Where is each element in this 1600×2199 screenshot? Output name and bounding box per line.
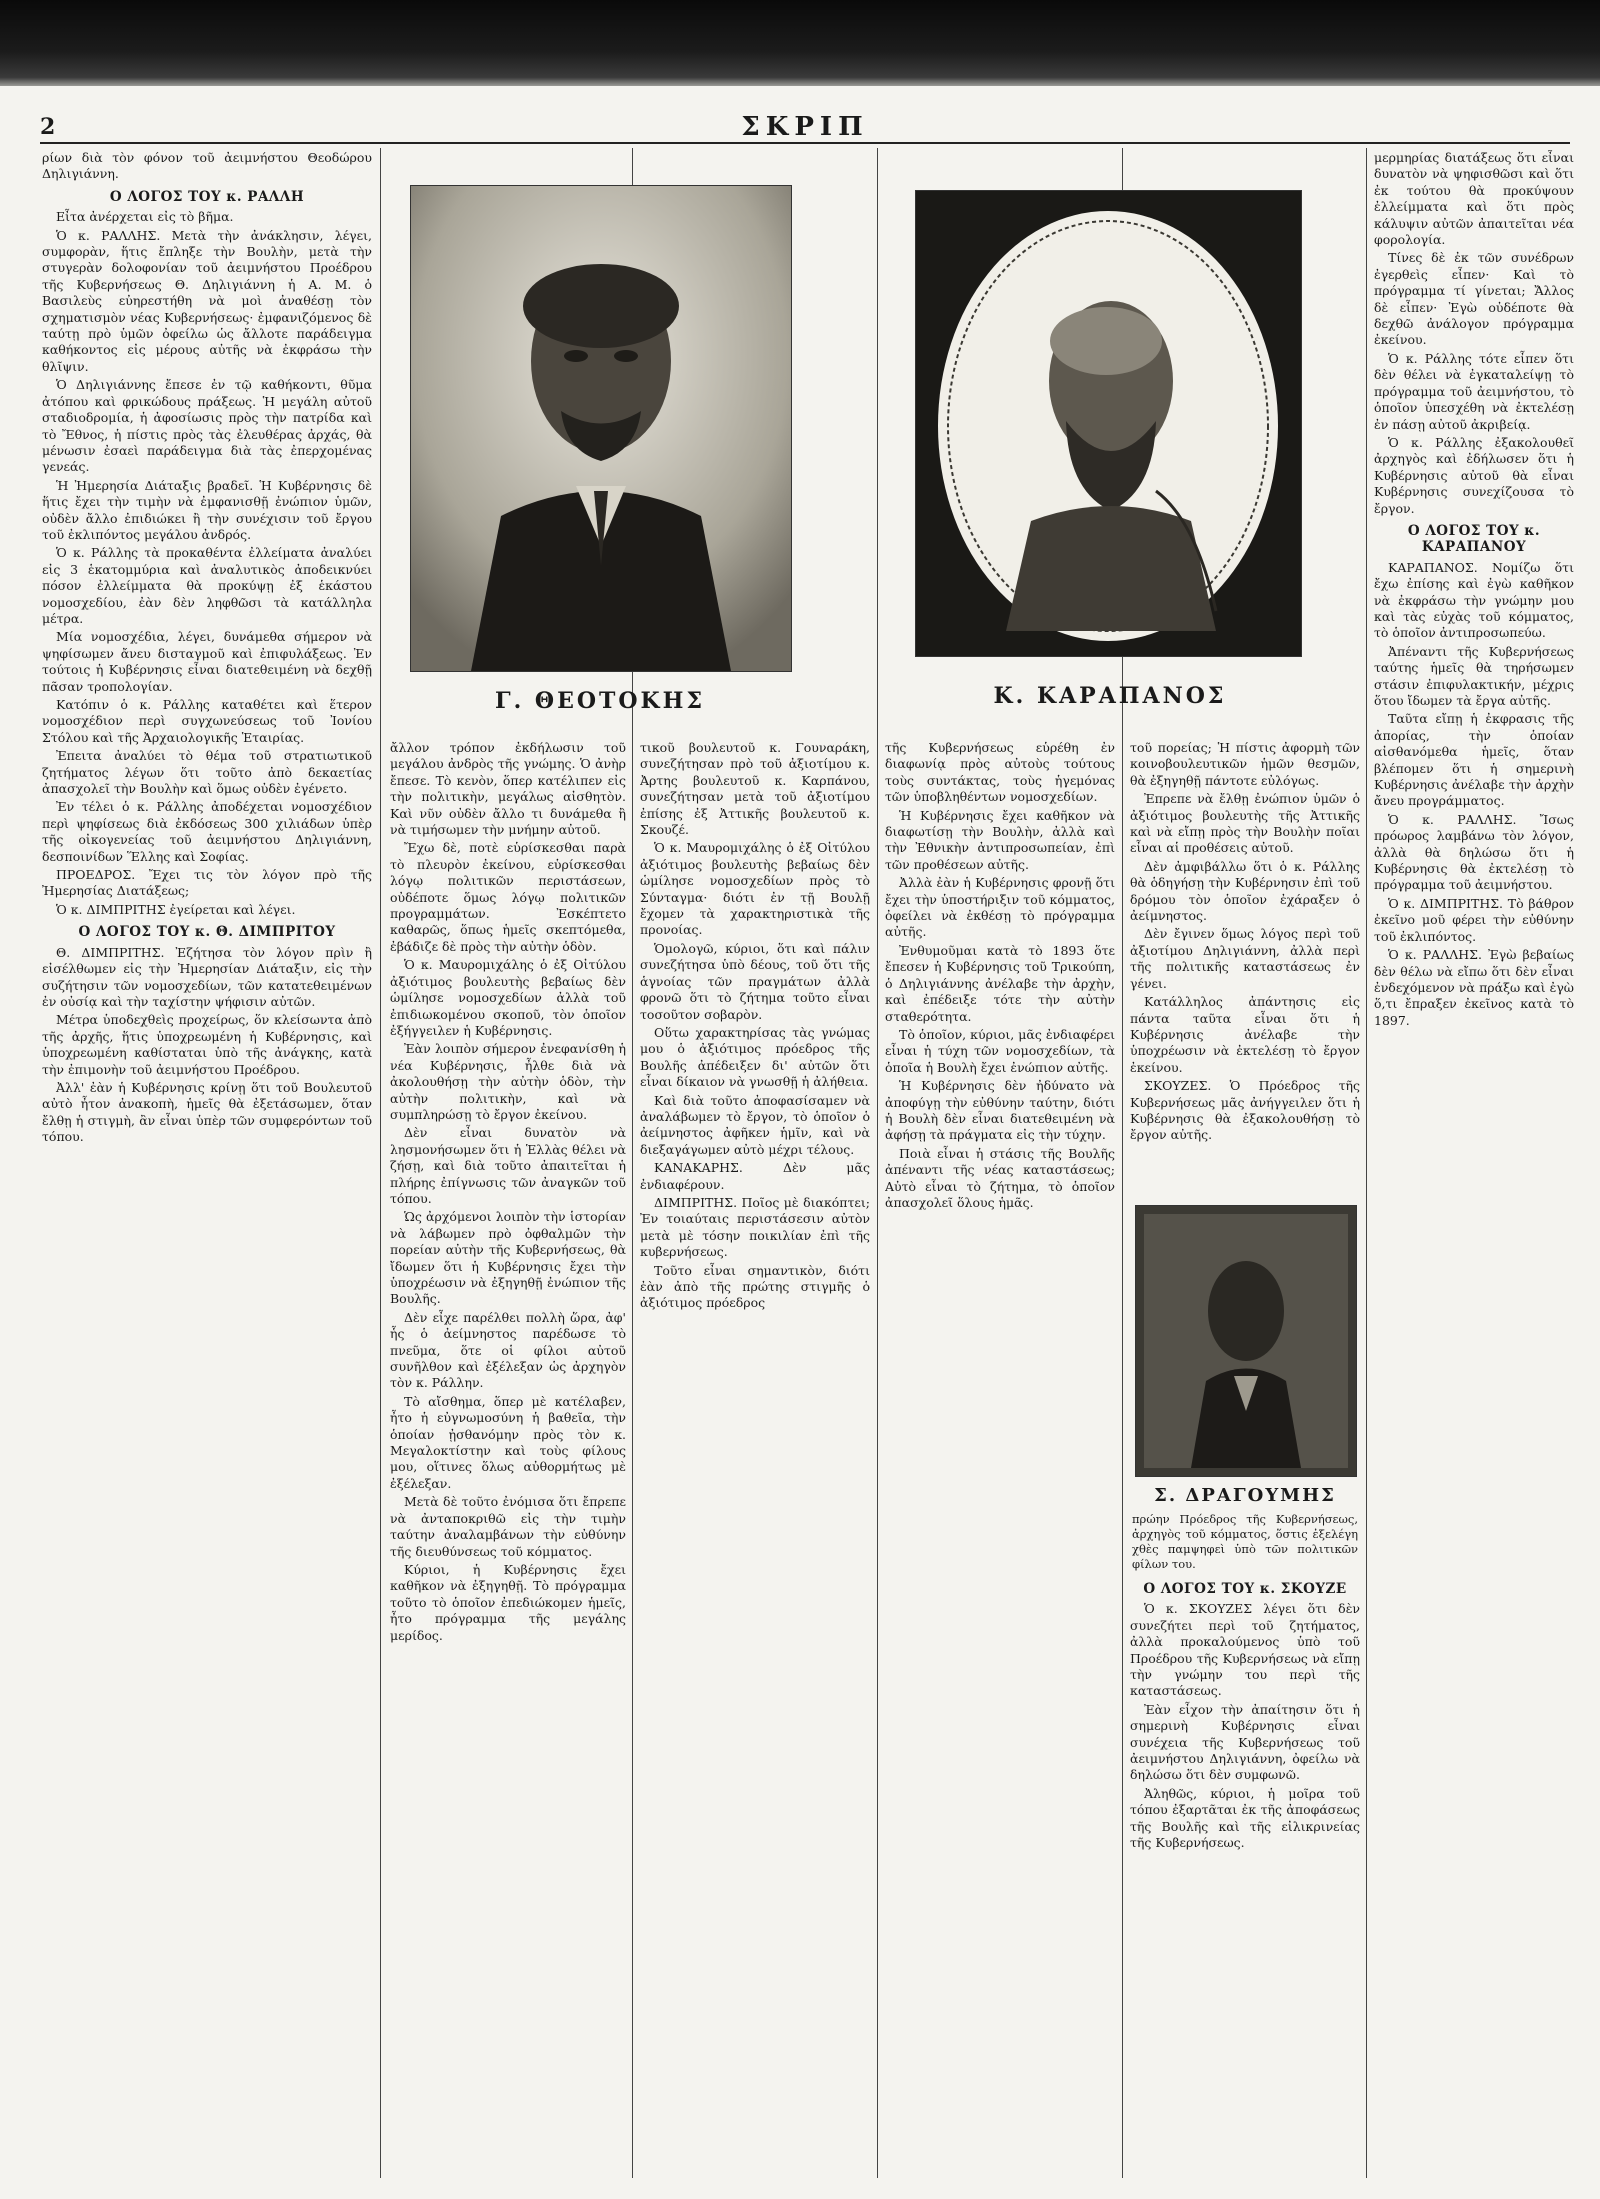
paragraph: Κύριοι, ἡ Κυβέρνησις ἔχει καθῆκον νὰ ἐξηγηθῇ. Τὸ πρόγραμμα τοῦτο τὸ ὁποῖον ἐπεδιώκομεν ἡμεῖς, ἦτο πρόγραμμα τῆς μεγάλης μερίδος.	[390, 1561, 626, 1643]
page-header	[40, 112, 1570, 144]
paragraph: Θ. ΔΙΜΠΡΙΤΗΣ. Ἐζήτησα τὸν λόγον πρὶν ἢ εἰσέλθωμεν εἰς τὴν Ἠμερησίαν Διάταξιν, εἰς τὴν συζήτησιν τῶν νομοσχεδίων, τῶν κατατεθειμένων ἐν οὐσίᾳ καὶ τὴν ταχίστην ψήφισιν αὐτῶν.	[42, 944, 372, 1009]
paragraph: ΔΙΜΠΡΙΤΗΣ. Ποῖος μὲ διακόπτει; Ἐν τοιαύταις περιστάσεσιν αὐτὸν μετὰ μὲ τόσην ποικιλίαν ἐπὶ τῆς κυβερνήσεως.	[640, 1194, 870, 1260]
paragraph: Δὲν εἶχε παρέλθει πολλὴ ὥρα, ἀφ' ἧς ὁ ἀείμνηστος παρέδωσε τὸ πνεῦμα, ὅτε οἱ φίλοι αὐτοῦ συνῆλθον καὶ ἐξέλεξαν ὡς ἀρχηγὸν τὸν κ. Ράλλην.	[390, 1309, 626, 1391]
column-2	[390, 740, 626, 2170]
portrait-theotokis-image	[411, 186, 791, 671]
column-5-bottom	[1130, 1575, 1360, 2170]
paragraph: μερμηρίας διατάξεως ὅτι εἶναι δυνατὸν νὰ ψηφισθῶσι καὶ ὅτι ἐκ τούτου θὰ προκύψουν ἐλλείμματα καὶ ὅτι πρὸς κάλυψιν αὐτῶν ἀπαιτεῖται νέα φορολογία.	[1374, 150, 1574, 248]
paragraph: Ὡς ἀρχόμενοι λοιπὸν τὴν ἱστορίαν νὰ λάβωμεν πρὸ ὀφθαλμῶν τὴν πορείαν αὐτὴν τῆς Κυβερνήσεως, θὰ ἴδωμεν ὅτι ἡ Κυβέρνησις ἔχει τὴν ὑποχρέωσιν νὰ ἐξηγηθῇ ἐνώπιον τῆς Βουλῆς.	[390, 1209, 626, 1307]
paragraph: Ἔχω δὲ, ποτὲ εὑρίσκεσθαι παρὰ τὸ πλευρὸν ἐκείνου, εὑρίσκεσθαι λόγῳ πολιτικῶν περιστάσεων, οὐδέποτε ὅμως λόγῳ πολιτικῶν προγραμμάτων. Ἐσκέπτετο καθαρῶς, ὅπως ἡμεῖς σκεπτόμεθα, ἐβάδιζε δὲ πρὸς τὴν αὐτὴν ὁδὸν.	[390, 840, 626, 954]
paragraph: Ἡ Ἠμερησία Διάταξις βραδεῖ. Ἡ Κυβέρνησις δὲ ἥτις ἔχει τὴν τιμὴν νὰ ἐμφανισθῇ ἐνώπιον ὑμῶν, οὐδὲν ἄλλο ἐπιδιώκει ἢ τὴν συνέχισιν τοῦ ἔργου τοῦ ἐκλιπόντος μεγάλου ἀνδρός.	[42, 477, 372, 542]
column-6	[1374, 150, 1574, 2170]
portrait-dragoumis	[1135, 1205, 1357, 1477]
paragraph: τοῦ πορείας; Ἡ πίστις ἀφορμὴ τῶν κοινοβουλευτικῶν ἡμῶν θεσμῶν, θὰ ἐξηγηθῇ πάντοτε εὐλόγως.	[1130, 740, 1360, 788]
paragraph: Δὲν ἀμφιβάλλω ὅτι ὁ κ. Ράλλης θὰ ὁδηγήσῃ τὴν Κυβέρνησιν ἐπὶ τοῦ δρόμου τὸν ὁποῖον ἐχάραξεν ὁ ἀείμνηστος.	[1130, 858, 1360, 924]
paragraph: Ἐὰν λοιπὸν σήμερον ἐνεφανίσθη ἡ νέα Κυβέρνησις, ἦλθε διὰ νὰ ἀκολουθήσῃ τὴν αὐτὴν ὁδὸν, τὴν αὐτὴν πολιτικὴν, καὶ νὰ συμπληρώσῃ τὸ ἔργον ἐκείνου.	[390, 1041, 626, 1122]
paragraph: Ταῦτα εἴπῃ ἡ ἐκφρασις τῆς ἀπορίας, τὴν ὁποίαν αἰσθανόμεθα ἡμεῖς, ὅταν βλέπομεν ὅτι ἡ σημερινὴ Κυβέρνησις ἀνέλαβε τὴν ἀρχὴν ἄνευ προγράμματος.	[1374, 711, 1574, 809]
portrait-caption: Κ. ΚΑΡΑΠΑΝΟΣ	[993, 683, 1227, 709]
paragraph: Ἐνθυμοῦμαι κατὰ τὸ 1893 ὅτε ἔπεσεν ἡ Κυβέρνησις τοῦ Τρικούπη, ὁ Δηλιγιάννης ἀνέλαβε τὴν ἀρχὴν, καὶ ἐπέδειξε τότε τὴν αὐτὴν σταθερότητα.	[885, 942, 1115, 1024]
portrait-note: πρώην Πρόεδρος τῆς Κυβερνήσεως, ἀρχηγὸς τοῦ κόμματος, ὅστις ἐξελέγη χθὲς παμψηφεὶ ὑπὸ τῶν πολιτικῶν φίλων του.	[1132, 1512, 1358, 1571]
section-heading: Ο ΛΟΓΟΣ ΤΟΥ κ. ΡΑΛΛΗ	[109, 188, 305, 205]
paragraph: Ἀλλ' ἐὰν ἡ Κυβέρνησις κρίνῃ ὅτι τοῦ Βουλευτοῦ αὐτὸ ἦτον ἀνακοπὴ, ἡμεῖς θὰ ἐξετάσωμεν, ὅταν ἔλθῃ ἡ στιγμὴ, ἂν εἶναι ὑπὲρ τῶν συμφερόντων τοῦ τόπου.	[42, 1079, 372, 1145]
paragraph: Εἶτα ἀνέρχεται εἰς τὸ βῆμα.	[56, 209, 234, 225]
paragraph: Ὁ Δηλιγιάννης ἔπεσε ἐν τῷ καθήκοντι, θῦμα ἀτόπου καὶ φρικώδους πράξεως. Ἡ μεγάλη αὐτοῦ σταδιοδρομία, ἡ ἀφοσίωσις πρὸς τὴν πατρίδα καὶ τὸ Ἔθνος, ἡ πίστις πρὸς τὰς ἐλευθέρας ἀρχάς, θὰ μένωσιν ἐσαεὶ παράδειγμα διὰ τὰς ἐπερχομένας γενεάς.	[42, 377, 372, 475]
paragraph: Μέτρα ὑποδεχθεὶς προχείρως, ὅν κλείσωντα ἀπὸ τῆς ἀρχῆς, ἥτις ὑποχρεωμένη ἡ Κυβέρνησις, καὶ ὑποχρεωμένη καθίσταται ὑπὸ τῆς ἀνάγκης, κατὰ τὴν ἐπιμονὴν τοῦ ἀειμνήστου Προέδρου.	[42, 1012, 372, 1077]
paragraph: Ὁ κ. Μαυρομιχάλης ὁ ἐξ Οἰτύλου ἀξιότιμος βουλευτὴς βεβαίως δὲν ὡμίλησε νομοσχεδίων πρὸς τὸ Σύνταγμα· διότι ἐν τῇ Βουλῇ ἔχομεν τὰ χαρακτηριστικὰ τῆς προνοίας.	[640, 840, 870, 938]
paragraph: Ὁ κ. ΔΙΜΠΡΙΤΗΣ. Τὸ βάθρον ἐκεῖνο μοῦ φέρει τὴν εὐθύνην τοῦ ἐκλιπόντος.	[1374, 895, 1574, 944]
paragraph: Ὁ κ. ΡΑΛΛΗΣ. Ἴσως πρόωρος λαμβάνω τὸν λόγον, ἀλλὰ θὰ δηλώσω ὅτι ἡ Κυβέρνησις θὰ ἐκτελέσῃ τὸ πρόγραμμα τοῦ ἀειμνήστου.	[1374, 811, 1574, 893]
paragraph: Ἡ Κυβέρνησις ἔχει καθῆκον νὰ διαφωτίσῃ τὴν Βουλὴν, ἀλλὰ καὶ τὴν Ἐθνικὴν ἀντιπροσωπείαν, ἐπὶ τῶν προθέσεων αὐτῆς.	[885, 807, 1115, 872]
paragraph: ΣΚΟΥΖΕΣ. Ὁ Πρόεδρος τῆς Κυβερνήσεως μᾶς ἀνήγγειλεν ὅτι ἡ Κυβέρνησις θὰ ἐξακολουθήσῃ τὸ ἔργον αὐτῆς.	[1130, 1078, 1360, 1143]
paragraph: Τοῦτο εἶναι σημαντικὸν, διότι ἐὰν ἀπὸ τῆς πρώτης στιγμῆς ὁ ἀξιότιμος πρόεδρος	[640, 1262, 870, 1311]
paragraph: Ὁ κ. ΔΙΜΠΡΙΤΗΣ ἐγείρεται καὶ λέγει.	[56, 901, 296, 917]
portrait-theotokis	[410, 185, 792, 672]
column-1	[42, 150, 372, 2170]
paragraph: Οὕτω χαρακτηρίσας τὰς γνώμας μου ὁ ἀξιότιμος πρόεδρος τῆς Βουλῆς ἀπέδειξεν δι' αὐτῶν ὅτι εἶναι δίκαιον νὰ γνωσθῇ ἡ ἀλήθεια.	[640, 1024, 870, 1090]
column-5-top	[1130, 740, 1360, 1190]
paragraph: Μία νομοσχέδια, λέγει, δυνάμεθα σήμερον νὰ ψηφίσωμεν ἄνευ δισταγμοῦ καὶ ἐπιφυλάξεως. Ἐν τούτοις ἡ Κυβέρνησις εἶναι διατεθειμένη νὰ δεχθῇ πᾶσαν τροπολογίαν.	[42, 629, 372, 694]
page-number: 2	[40, 114, 56, 140]
section-heading: Ο ΛΟΓΟΣ ΤΟΥ κ. Θ. ΔΙΜΠΡΙΤΟΥ	[78, 924, 336, 941]
paragraph: Ἀπέναντι τῆς Κυβερνήσεως ταύτης ἡμεῖς θὰ τηρήσωμεν στάσιν ἐπιφυλακτικήν, μέχρις ὅτου ἴδωμεν τὰ ἔργα αὐτῆς.	[1374, 643, 1574, 708]
paragraph: Τίνες δὲ ἐκ τῶν συνέδρων ἐγερθεὶς εἶπεν· Καὶ τὸ πρόγραμμα τί γίνεται; Ἄλλος δὲ εἶπεν· Ἐγὼ οὐδέποτε θὰ δεχθῶ ἀνάλογον πρόγραμμα ἐκείνου.	[1374, 250, 1574, 348]
paragraph: ΚΑΡΑΠΑΝΟΣ. Νομίζω ὅτι ἔχω ἐπίσης καὶ ἐγὼ καθῆκον νὰ ἐκφράσω τὴν γνώμην μου καὶ τὰς εὐχὰς τοῦ κόμματος, τὸ ὁποῖον ἀντιπροσωπεύω.	[1374, 559, 1574, 641]
paragraph: τῆς Κυβερνήσεως εὑρέθη ἐν διαφωνίᾳ πρὸς αὐτοὺς τούτους τοὺς συντάκτας, τοὺς ἡγεμόνας τῶν ὑποβληθέντων νομοσχεδίων.	[885, 740, 1115, 805]
paragraph: Ποιὰ εἶναι ἡ στάσις τῆς Βουλῆς ἀπέναντι τῆς νέας καταστάσεως; Αὐτὸ εἶναι τὸ ζήτημα, τὸ ὁποῖον ἀπασχολεῖ ὅλους ἡμᾶς.	[885, 1145, 1115, 1210]
paragraph: Τὸ αἴσθημα, ὅπερ μὲ κατέλαβεν, ἦτο ἡ εὐγνωμοσύνη ἡ βαθεῖα, τὴν ὁποίαν ᾐσθανόμην πρὸς τὸν κ. Μεγαλοκτίστην καὶ τοὺς φίλους μου, οἵτινες ὅλως αὐθορμήτως μὲ ἐξέλεξαν.	[390, 1393, 626, 1491]
paragraph: Ὁ κ. ΡΑΛΛΗΣ. Ἐγὼ βεβαίως δὲν θέλω νὰ εἴπω ὅτι δὲν εἶναι ἐνδεχόμενον νὰ πράξω καὶ ἐγὼ ὅ,τι ἔπραξεν ἐκεῖνος κατὰ τὸ 1897.	[1374, 947, 1574, 1028]
paragraph: Ὁ κ. Ράλλης τὰ προκαθέντα ἐλλείματα ἀναλύει εἰς 3 ἑκατομμύρια καὶ ἀναλυτικὸς ἀποδεικνύει πόσον ἐλλείμματα θὰ προκύψῃ ἐξ ἑκάστου νομοσχεδίου, ἐὰν δὲν ληφθῶσι τὰ κατάλληλα μέτρα.	[42, 545, 372, 626]
portrait-caption: Γ. ΘΕΟΤΟΚΗΣ	[494, 688, 706, 714]
portrait-karapanos	[915, 190, 1302, 657]
column-rule	[380, 148, 381, 2178]
paragraph: Τὸ ὁποῖον, κύριοι, μᾶς ἐνδιαφέρει εἶναι ἡ τύχη τῶν νομοσχεδίων, τὰ ὁποῖα ἡ Βουλὴ ἔχει ἐνώπιον αὐτῆς.	[885, 1026, 1115, 1075]
column-rule	[877, 148, 878, 2178]
scan-top-band	[0, 0, 1600, 86]
portrait-dragoumis-image	[1136, 1206, 1356, 1476]
paragraph: Δὲν εἶναι δυνατὸν νὰ λησμονήσωμεν ὅτι ἡ Ἑλλὰς θέλει νὰ ζήσῃ, καὶ διὰ τοῦτο ἀπαιτεῖται ἡ πλήρης ἐπίγνωσις τῶν ἀναγκῶν τοῦ τόπου.	[390, 1125, 626, 1206]
section-heading: Ο ΛΟΓΟΣ ΤΟΥ κ. ΚΑΡΑΠΑΝΟΥ	[1407, 522, 1541, 556]
paragraph: Μετὰ δὲ τοῦτο ἐνόμισα ὅτι ἔπρεπε νὰ ἀνταποκριθῶ εἰς τὴν τιμὴν ταύτην ἀναλαμβάνων τὴν εὐθύνην τῆς διευθύνσεως τοῦ κόμματος.	[390, 1494, 626, 1559]
paragraph: Ὁ κ. ΣΚΟΥΖΕΣ λέγει ὅτι δὲν συνεζήτει περὶ τοῦ ζητήματος, ἀλλὰ προκαλούμενος ὑπὸ τοῦ Προέδρου τῆς Κυβερνήσεως νὰ εἴπῃ τὴν γνώμην του περὶ τῆς καταστάσεως.	[1130, 1601, 1360, 1699]
masthead: ΣΚΡΙΠ	[741, 112, 869, 142]
paragraph: Κατάλληλος ἀπάντησις εἰς πάντα ταῦτα εἶναι ὅτι ἡ Κυβέρνησις ἀνέλαβε τὴν ὑποχρέωσιν νὰ ἐκτελέσῃ τὸ ἔργον ἐκείνου.	[1130, 994, 1360, 1075]
portrait-karapanos-image	[916, 191, 1301, 656]
paragraph: Ἐν τέλει ὁ κ. Ράλλης ἀποδέχεται νομοσχέδιον περὶ ψηφίσεως διὰ ἐκδόσεως 300 χιλιάδων ὑπὲρ τῆς οἰκογενείας τοῦ ἀειμνήστου Δηλιγιάννη, δεσποινίδων Ἕλλης καὶ Σοφίας.	[42, 799, 372, 864]
paragraph: ἄλλον τρόπον ἐκδήλωσιν τοῦ μεγάλου ἀνδρὸς τῆς γνώμης. Ὁ ἀνὴρ ἔπεσε. Τὸ κενὸν, ὅπερ κατέλιπεν εἰς τὴν πολιτικὴν, μεγάλως αἰσθητὸν. Καὶ νῦν οὐδὲν ἄλλο τι δυνάμεθα ἢ νὰ τιμήσωμεν τὴν μνήμην αὐτοῦ.	[390, 740, 626, 838]
paragraph: Ἀλλὰ ἐὰν ἡ Κυβέρνησις φρονῇ ὅτι ἔχει τὴν ὑποστήριξιν τοῦ κόμματος, ὀφείλει νὰ ἐκθέσῃ τὸ πρόγραμμα αὐτῆς.	[885, 875, 1115, 940]
paragraph: Ὁ κ. ΡΑΛΛΗΣ. Μετὰ τὴν ἀνάκλησιν, λέγει, συμφορὰν, ἥτις ἔπληξε τὴν Βουλὴν, μετὰ τὴν στυγερὰν δολοφονίαν τοῦ ἀειμνήστου Προέδρου τῆς Κυβερνήσεως Θ. Δηλιγιάννη ἡ Α. Μ. ὁ Βασιλεὺς εὐηρεστήθη νὰ μοὶ ἀναθέσῃ τὸν σχηματισμὸν νέας Κυβερνήσεως· ἐμφανιζόμενος δὲ ταύτῃ πρὸ ὑμῶν ὀφείλω ὡς ἄλλοτε παράδειγμα καθήκοντος εἰς μέρους αὐτῆς νὰ ἐκφράσω τὴν θλῖψιν.	[42, 227, 372, 374]
paragraph: Ἀληθῶς, κύριοι, ἡ μοῖρα τοῦ τόπου ἐξαρτᾶται ἐκ τῆς ἀποφάσεως τῆς Βουλῆς καὶ τῆς εἰλικρινείας τῆς Κυβερνήσεως.	[1130, 1785, 1360, 1851]
paragraph: Ὁ κ. Ράλλης τότε εἶπεν ὅτι δὲν θέλει νὰ ἐγκαταλείψῃ τὸ πρόγραμμα τοῦ ἀειμνήστου, τὸ ὁποῖον ὑπεσχέθη νὰ ἐκτελέσῃ ἐν πάσῃ αὐτοῦ ἀκριβείᾳ.	[1374, 350, 1574, 432]
paragraph: Ἐπρεπε νὰ ἔλθῃ ἐνώπιον ὑμῶν ὁ ἀξιότιμος βουλευτὴς τῆς Ἀττικῆς καὶ νὰ εἴπῃ πρὸς τὴν Βουλὴν ποῖαι εἶναι αἱ προθέσεις αὐτοῦ.	[1130, 791, 1360, 856]
column-4	[885, 740, 1115, 2170]
paragraph: τικοῦ βουλευτοῦ κ. Γουναράκη, συνεζήτησαν πρὸ τοῦ ἀξιοτίμου κ. Ἀρτης βουλευτοῦ κ. Καρπάνου, συνεζήτησαν μετὰ τοῦ ἀξιοτίμου ἐπίσης ἐξ Ἀττικῆς βουλευτοῦ κ. Σκουζέ.	[640, 740, 870, 838]
paragraph: ΚΑΝΑΚΑΡΗΣ. Δὲν μᾶς ἐνδιαφέρουν.	[640, 1160, 870, 1192]
paragraph: Κατόπιν ὁ κ. Ράλλης καταθέτει καὶ ἕτερον νομοσχέδιον περὶ συγχωνεύσεως τοῦ Ἰονίου Στόλου καὶ τῆς Ἀρχαιολογικῆς Ἑταιρίας.	[42, 697, 372, 745]
paragraph: Δὲν ἔγινεν ὅμως λόγος περὶ τοῦ ἀξιοτίμου Δηλιγιάννη, ἀλλὰ περὶ τῆς πολιτικῆς καταστάσεως ἐν γένει.	[1130, 926, 1360, 991]
column-rule	[1366, 148, 1367, 2178]
paragraph: Ὁ κ. Μαυρομιχάλης ὁ ἐξ Οἰτύλου ἀξιότιμος βουλευτὴς βεβαίως δὲν ὡμίλησε νομοσχεδίων ἀλλὰ τοῦ ἐπιδιωκομένου σκοποῦ, τὸν ὁποῖον ἐξήγγειλεν ἡ Κυβέρνησις.	[390, 957, 626, 1038]
paragraph: Ἐπειτα ἀναλύει τὸ θέμα τοῦ στρατιωτικοῦ ζητήματος λέγων ὅτι τοῦτο ἀπὸ δεκαετίας ἀπασχολεῖ τὴν Βουλὴν καὶ ὅμως οὐδὲν ἐγένετο.	[42, 748, 372, 797]
paragraph: ΠΡΟΕΔΡΟΣ. Ἔχει τις τὸν λόγον πρὸ τῆς Ἠμερησίας Διατάξεως;	[42, 867, 372, 899]
paragraph: ρίων διὰ τὸν φόνον τοῦ ἀειμνήστου Θεοδώρου Δηλιγιάννη.	[42, 150, 372, 182]
section-heading: Ο ΛΟΓΟΣ ΤΟΥ κ. ΣΚΟΥΖΕ	[1143, 1581, 1347, 1597]
paragraph: Καὶ διὰ τοῦτο ἀποφασίσαμεν νὰ ἀναλάβωμεν τὸ ἔργον, τὸ ὁποῖον ὁ ἀείμνηστος ἀφῆκεν ἡμῖν, καὶ νὰ διεξαγάγωμεν αὐτὸ μέχρι τέλους.	[640, 1092, 870, 1157]
column-3	[640, 740, 870, 2170]
paragraph: Ὁ κ. Ράλλης ἐξακολουθεῖ ἀρχηγὸς καὶ ἐδήλωσεν ὅτι ἡ Κυβέρνησις αὐτοῦ θὰ εἶναι Κυβέρνησις συνεχίζουσα τὸ ἔργον.	[1374, 434, 1574, 516]
paragraph: Ἡ Κυβέρνησις δὲν ἠδύνατο νὰ ἀποφύγῃ τὴν εὐθύνην ταύτην, διότι ἡ Βουλὴ δὲν εἶναι διατεθειμένη νὰ ἀφήσῃ τὰ πράγματα εἰς τὴν τύχην.	[885, 1078, 1115, 1143]
paragraph: Ἐὰν εἶχον τὴν ἀπαίτησιν ὅτι ἡ σημερινὴ Κυβέρνησις εἶναι συνέχεια τῆς Κυβερνήσεως τοῦ ἀειμνήστου Δηλιγιάννη, ὀφείλω νὰ δηλώσω ὅτι δὲν συμφωνῶ.	[1130, 1701, 1360, 1783]
paragraph: Ὁμολογῶ, κύριοι, ὅτι καὶ πάλιν συνεζήτησα ὑπὸ δέους, τοῦ ὅτι τῆς ἁγνοίας τῶν πραγμάτων ἀλλὰ φρονῶ ὅτι τὸ ζήτημα τοῦτο εἶναι τοσοῦτον σοβαρὸν.	[640, 940, 870, 1022]
portrait-caption: Σ. ΔΡΑΓΟΥΜΗΣ	[1154, 1485, 1336, 1506]
